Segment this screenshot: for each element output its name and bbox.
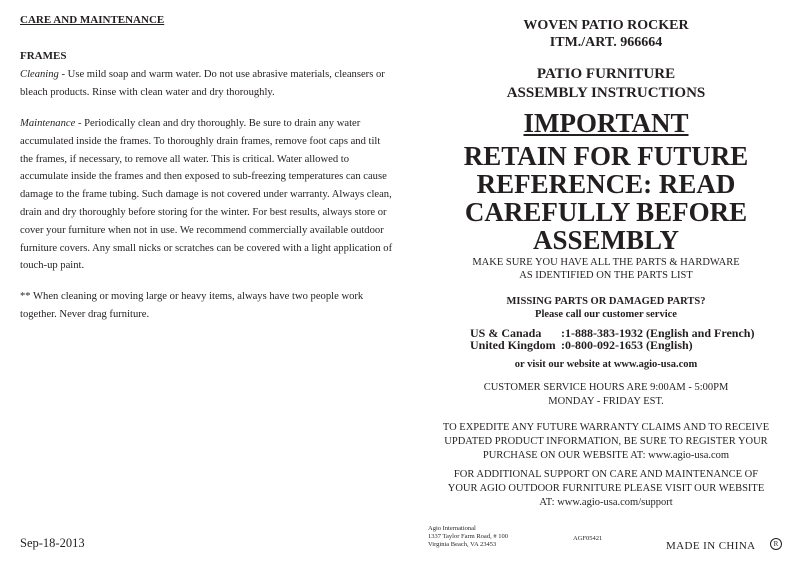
retain-notice: RETAIN FOR FUTURE REFERENCE: READ CAREFULLY BEFORE ASSEMBLY: [463, 141, 749, 255]
hours-line2: MONDAY - FRIDAY EST.: [548, 396, 664, 407]
support-line1: FOR ADDITIONAL SUPPORT ON CARE AND MAINTENANCE OF: [453, 469, 759, 480]
frames-heading: FRAMES: [20, 50, 67, 62]
subtitle-line1: PATIO FURNITURE: [536, 66, 676, 82]
hours-line1: CUSTOMER SERVICE HOURS ARE 9:00AM - 5:00PM: [483, 382, 729, 393]
cleaning-label: Cleaning: [20, 69, 59, 80]
cleaning-paragraph: [20, 66, 395, 102]
phone-number: :1-888-383-1932 (English and French): [561, 326, 755, 340]
document-code: AGF05421: [573, 535, 603, 542]
support-line2: YOUR AGIO OUTDOOR FURNITURE PLEASE VISIT OUR WEBSITE: [447, 483, 765, 494]
important-heading: IMPORTANT: [523, 108, 689, 138]
phone-region: United Kingdom: [470, 338, 556, 352]
visit-website-text: or visit our website at www.agio-usa.com: [514, 359, 698, 370]
make-sure-line2: AS IDENTIFIED ON THE PARTS LIST: [519, 270, 693, 281]
safety-note: ** When cleaning or moving large or heavy items, always have two people work together. Never drag furniture.: [20, 291, 364, 320]
maintenance-paragraph: [20, 115, 395, 275]
phone-number: :0-800-092-1653 (English): [561, 338, 693, 352]
company-name: Agio International: [428, 525, 476, 532]
expedite-line1: TO EXPEDITE ANY FUTURE WARRANTY CLAIMS AND TO RECEIVE: [442, 422, 770, 433]
expedite-line2: UPDATED PRODUCT INFORMATION, BE SURE TO REGISTER YOUR: [444, 436, 768, 447]
registered-mark-icon: R: [770, 538, 782, 550]
phone-region: US & Canada: [470, 326, 542, 340]
make-sure-line1: MAKE SURE YOU HAVE ALL THE PARTS & HARDWARE: [472, 257, 740, 268]
missing-parts-heading: MISSING PARTS OR DAMAGED PARTS?: [506, 296, 706, 307]
company-address: [428, 525, 508, 549]
expedite-line3: PURCHASE ON OUR WEBSITE AT: www.agio-usa.com: [482, 450, 730, 461]
company-city: Virginia Beach, VA 23453: [428, 541, 497, 548]
product-title: WOVEN PATIO ROCKER: [523, 18, 689, 33]
made-in-label: MADE IN CHINA: [666, 540, 756, 552]
support-line3: AT: www.agio-usa.com/support: [539, 497, 673, 508]
phone-row: [470, 339, 754, 351]
subtitle-line2: ASSEMBLY INSTRUCTIONS: [506, 85, 706, 101]
document-date: Sep-18-2013: [20, 536, 85, 550]
maintenance-label: Maintenance: [20, 118, 76, 129]
maintenance-text: - Periodically clean and dry thoroughly. Be sure to drain any water accumulated inside the frames. To thoroughly drain frames, remove foot caps and tilt the frames, if necessary, to remove all water. This is critical. Water allowed to accumulate inside the frames and then exposed to sub-freezing temperatures can cause damage to the frame tubing. Such damage is not covered under warranty. Always clean, drain and dry thoroughly before storing for the winter. For best results, always store or cover your furniture when not in use. We recommend commercially available outdoor furniture covers. Any small nicks or scratches can be covered with a light application of touch-up paint.: [20, 118, 393, 272]
item-number: ITM./ART. 966664: [549, 35, 663, 50]
care-heading: CARE AND MAINTENANCE: [20, 14, 165, 26]
company-street: 1337 Taylor Farm Road, # 100: [428, 533, 508, 540]
please-call-text: Please call our customer service: [535, 309, 677, 320]
cleaning-text: - Use mild soap and warm water. Do not use abrasive materials, cleansers or bleach products. Rinse with clean water and dry thoroughly.: [20, 69, 385, 98]
phone-numbers: [470, 327, 754, 351]
